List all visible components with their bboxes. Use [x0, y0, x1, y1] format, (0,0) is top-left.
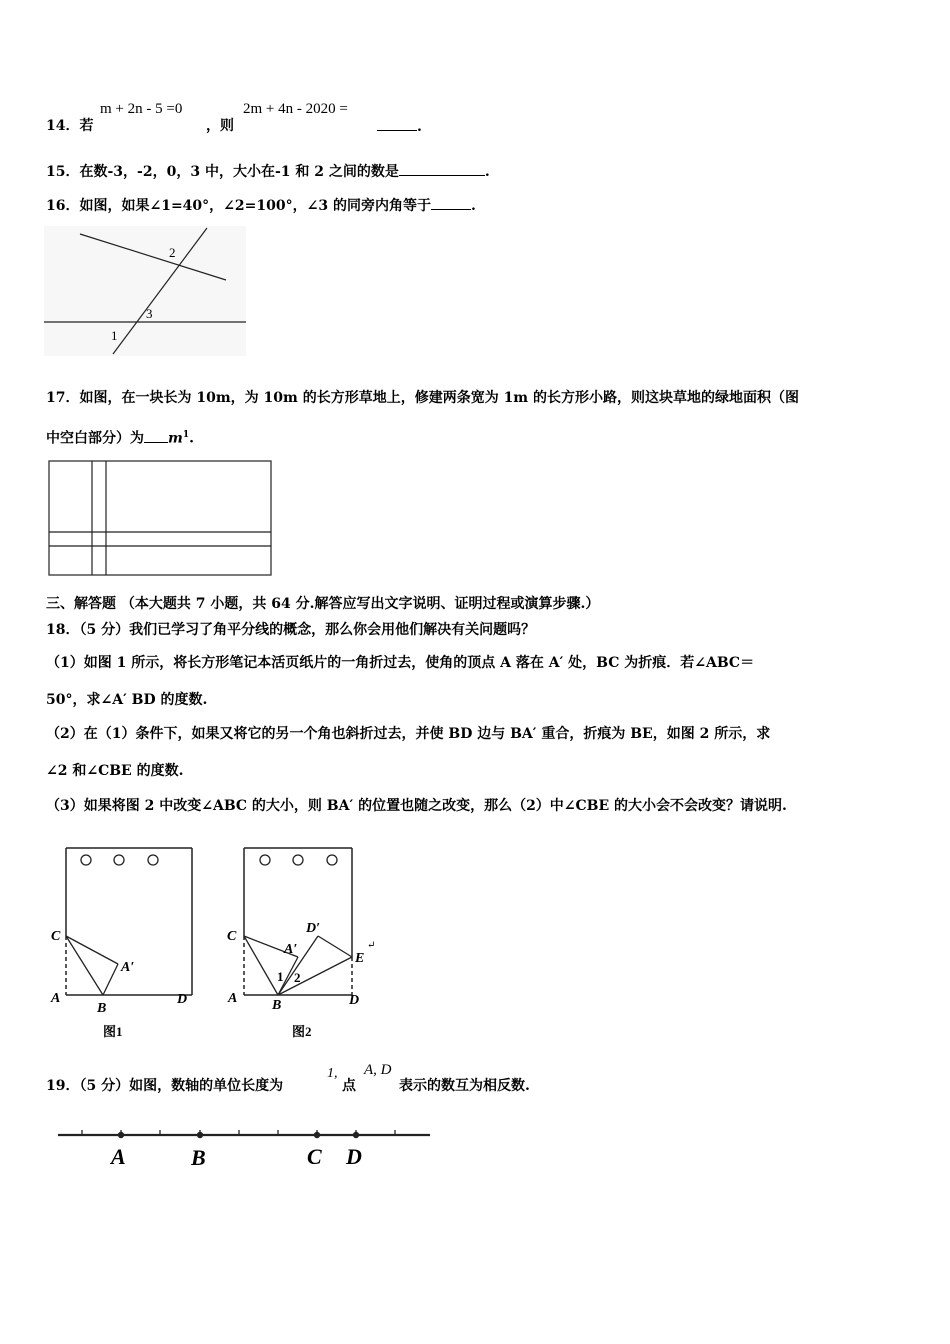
fig1-label-d: D — [177, 992, 188, 1007]
point-a — [118, 1132, 124, 1138]
q14-number: 14．若 — [46, 118, 94, 134]
q15-text: 15．在数-3，-2，0，3 中，大小在-1 和 2 之间的数是 . — [46, 161, 490, 182]
fig1-crease-bc — [66, 936, 103, 995]
q18-part1-line2: 50°，求∠A′ BD 的度数. — [46, 692, 208, 708]
fig2-angle-1: 1 — [277, 969, 284, 984]
label-a: A — [111, 1144, 126, 1169]
label-d: D — [346, 1144, 362, 1169]
q16-text: 16．如图，如果∠1=40°，∠2=100°，∠3 的同旁内角等于 . — [46, 195, 476, 216]
q14-then: ，则 — [206, 118, 234, 134]
q16-figure — [44, 226, 246, 356]
fig2-label-b: B — [272, 998, 282, 1013]
point-b — [197, 1132, 203, 1138]
fig2-label-e: E — [355, 951, 365, 966]
section-3-heading: 三、解答题 （本大题共 7 小题，共 64 分.解答应写出文字说明、证明过程或演算步骤.） — [46, 596, 600, 612]
q14-answer-blank: . — [377, 116, 422, 137]
fig1-label-a: A — [51, 991, 61, 1006]
q17-answer-blank — [144, 428, 168, 443]
fig2-return-mark: ↵ — [367, 940, 376, 951]
q18-part1-line1: （1）如图 1 所示，将长方形笔记本活页纸片的一角折过去，使角的顶点 A 落在 A′ 处，BC 为折痕．若∠ABC＝ — [46, 655, 755, 671]
label-b: B — [191, 1145, 206, 1170]
q18-part3: （3）如果将图 2 中改变∠ABC 的大小，则 BA′ 的位置也随之改变，那么（2）中∠CBE 的大小会不会改变？请说明. — [46, 798, 787, 814]
fig2-label-a-prime: A′ — [284, 942, 298, 957]
q19-suffix: 表示的数互为相反数. — [399, 1078, 530, 1094]
fig1-label-c: C — [51, 929, 61, 944]
q16-label-1: 1 — [111, 328, 118, 343]
fig2-caption: 图2 — [292, 1024, 312, 1039]
q16-label-3: 3 — [146, 306, 153, 321]
fig2-angle-2: 2 — [294, 970, 301, 985]
fig2-label-c: C — [227, 929, 237, 944]
q18-part2-line1: （2）在（1）条件下，如果又将它的另一个角也斜折过去，并使 BD 边与 BA′ 重合，折痕为 BE，如图 2 所示，求 — [46, 726, 771, 742]
point-c — [314, 1132, 320, 1138]
binder-hole-icon — [327, 855, 337, 865]
q18-part2-line2: ∠2 和∠CBE 的度数. — [46, 763, 184, 779]
binder-hole-icon — [293, 855, 303, 865]
q14-equation-1: m + 2n - 5 =0 — [100, 101, 183, 117]
q16-answer-blank — [431, 195, 471, 210]
fig1-label-a-prime: A′ — [121, 960, 135, 975]
q14-equation-2: 2m + 4n - 2020 = — [243, 101, 348, 117]
q19-prefix: 19．（5 分）如图，数轴的单位长度为 — [46, 1078, 284, 1094]
q17-line-2: 中空白部分）为 $m^1$. — [46, 425, 194, 449]
q17-figure — [48, 460, 274, 578]
fig2-label-d: D — [349, 993, 360, 1008]
q19-points-ad: A, D — [364, 1062, 392, 1078]
q16-label-2: 2 — [169, 245, 176, 260]
binder-hole-icon — [148, 855, 158, 865]
fig1-caption: 图1 — [103, 1024, 123, 1039]
binder-hole-icon — [81, 855, 91, 865]
q19-unit-length: 1, — [327, 1066, 338, 1081]
q18-figure-1 — [46, 840, 206, 1045]
q19-point-word: 点 — [342, 1078, 356, 1094]
fig1-label-b: B — [97, 1001, 107, 1016]
q18-figure-2 — [222, 840, 392, 1045]
fig2-label-a: A — [228, 991, 238, 1006]
binder-hole-icon — [260, 855, 270, 865]
binder-hole-icon — [114, 855, 124, 865]
fig2-label-d-prime: D′ — [306, 921, 321, 936]
label-c: C — [307, 1144, 322, 1169]
q17-line-1: 17．如图，在一块长为 10m，为 10m 的长方形草地上，修建两条宽为 1m 的长方形小路，则这块草地的绿地面积（图 — [46, 390, 799, 406]
q15-answer-blank — [399, 161, 485, 176]
q18-heading: 18．（5 分）我们已学习了角平分线的概念，那么你会用他们解决有关问题吗？ — [46, 622, 536, 638]
q19-number-line — [50, 1120, 440, 1180]
point-d — [353, 1132, 359, 1138]
